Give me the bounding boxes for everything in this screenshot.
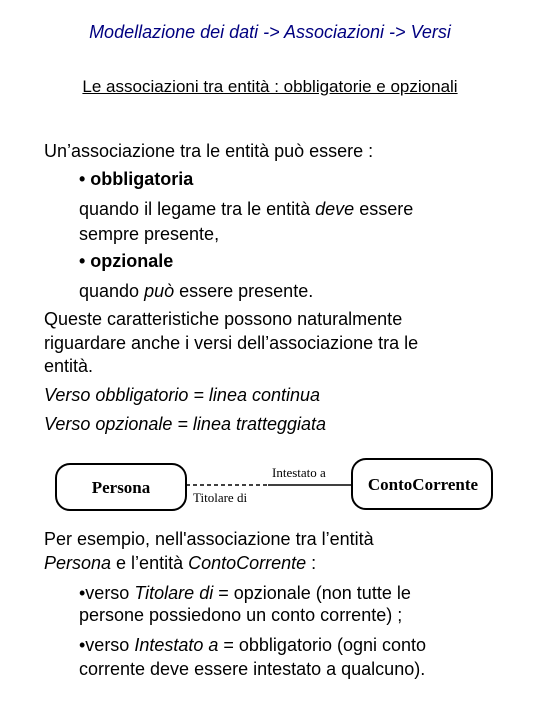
- section-subtitle: Le associazioni tra entità : obbligatorie e opzionali: [82, 77, 458, 96]
- text: essere presente.: [174, 281, 314, 301]
- bullet-obbligatoria: [79, 169, 193, 189]
- text: e l’entità: [111, 553, 189, 573]
- text: quando: [79, 281, 145, 301]
- text: essere: [354, 199, 414, 219]
- body-line: [79, 199, 413, 219]
- text: •verso: [79, 583, 135, 603]
- label-titolare-di: Titolare di: [193, 490, 248, 505]
- body-line: riguardare anche i versi dell’associazione tra le: [44, 333, 419, 353]
- body-line: entità.: [44, 356, 94, 376]
- emphasis: ContoCorrente: [188, 553, 307, 573]
- example-line: persone possiedono un conto corrente) ;: [79, 605, 403, 625]
- text: = obbligatorio (ogni conto: [218, 635, 427, 655]
- entity-contocorrente-label: ContoCorrente: [367, 475, 479, 494]
- example-line: Per esempio, nell'associazione tra l’entità: [44, 529, 374, 549]
- text: :: [306, 553, 317, 573]
- example-bullet: [79, 583, 411, 603]
- emphasis: Verso obbligatorio = linea continua: [44, 385, 321, 405]
- example-line: corrente deve essere intestato a qualcuno).: [79, 659, 426, 679]
- body-line: Queste caratteristiche possono naturalmente: [44, 309, 403, 329]
- emphasis: Verso opzionale = linea tratteggiata: [44, 414, 327, 434]
- text: quando il legame tra le entità: [79, 199, 316, 219]
- bullet-text: • obbligatoria: [79, 169, 194, 189]
- body-line: [44, 414, 326, 434]
- bullet-opzionale: [79, 251, 173, 271]
- emphasis: Titolare di: [134, 583, 214, 603]
- body-line: [44, 385, 320, 405]
- label-intestato-a: Intestato a: [272, 465, 326, 480]
- page-title: Modellazione dei dati -> Associazioni -> Versi: [89, 22, 451, 42]
- text: = opzionale (non tutte le: [213, 583, 411, 603]
- emphasis: deve: [315, 199, 355, 219]
- emphasis: Intestato a: [134, 635, 219, 655]
- example-bullet: [79, 635, 426, 655]
- example-line: [44, 553, 316, 573]
- entity-persona-label: Persona: [91, 478, 151, 497]
- body-line: [79, 281, 313, 301]
- text: •verso: [79, 635, 135, 655]
- emphasis: Persona: [44, 553, 112, 573]
- emphasis: può: [144, 281, 175, 301]
- bullet-text: • opzionale: [79, 251, 174, 271]
- body-line: Un’associazione tra le entità può essere :: [44, 141, 374, 161]
- body-line: sempre presente,: [79, 224, 220, 244]
- association-diagram: [0, 445, 540, 525]
